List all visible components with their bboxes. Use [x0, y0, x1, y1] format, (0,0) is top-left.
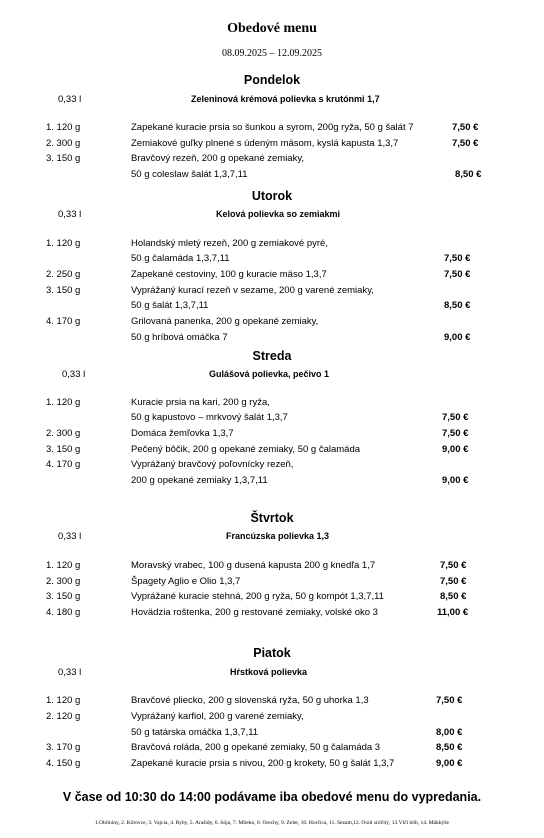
- item-price: 7,50 €: [444, 253, 471, 264]
- item-price: 11,00 €: [437, 607, 469, 618]
- item-price: 7,50 €: [452, 122, 479, 133]
- soup-name: Francúzska polievka 1,3: [226, 531, 330, 541]
- item-description: Pečený bôčik, 200 g opekané zemiaky, 50 g čalamáda: [131, 444, 361, 455]
- soup-qty: 0,33 l: [58, 531, 82, 542]
- allergen-legend: 1.Obilniny, 2. Kôrovce, 3. Vajcia, 4. Ryby, 5. Arašidy, 6. Sója, 7. Mlieko, 8. Orechy, 9. Zeler, 10. Horčica, 11. Sezam,12. Oxid siričitý, 13.Vlčí bôb, 14. Mäkkýše: [95, 820, 449, 826]
- item-description: Vyprážaný karfiol, 200 g varené zemiaky,: [131, 711, 304, 722]
- soup-name: Zeleninová krémová polievka s krutónmi 1,7: [191, 94, 380, 104]
- item-portion: 2. 250 g: [46, 269, 81, 280]
- item-description: Domáca žemľovka 1,3,7: [131, 428, 234, 439]
- soup-name: Gulášová polievka, pečivo 1: [209, 369, 330, 379]
- item-description: 50 g čalamáda 1,3,7,11: [131, 253, 230, 264]
- item-description: Špagety Aglio e Olio 1,3,7: [131, 576, 241, 587]
- item-price: 7,50 €: [452, 138, 479, 149]
- soup-qty: 0,33 l: [62, 369, 86, 380]
- item-price: 8,50 €: [436, 742, 463, 753]
- item-price: 7,50 €: [440, 560, 467, 571]
- item-description: Kuracie prsia na kari, 200 g ryža,: [131, 397, 270, 408]
- day-heading-stvrtok: Štvrtok: [250, 511, 294, 525]
- date-range: 08.09.2025 – 12.09.2025: [222, 48, 322, 59]
- item-portion: 2. 300 g: [46, 428, 81, 439]
- item-portion: 3. 150 g: [46, 285, 81, 296]
- item-description: Zapekané kuracie prsia so šunkou a syrom, 200g ryža, 50 g šalát 7: [131, 122, 414, 133]
- item-price: 9,00 €: [442, 475, 469, 486]
- item-price: 9,00 €: [436, 758, 463, 769]
- service-hours-notice: V čase od 10:30 do 14:00 podávame iba obedové menu do vypredania.: [62, 790, 482, 804]
- item-portion: 4. 180 g: [46, 607, 81, 618]
- item-portion: 3. 170 g: [46, 742, 81, 753]
- item-portion: 1. 120 g: [46, 560, 81, 571]
- item-description: Zemiakové guľky plnené s údeným mäsom, kyslá kapusta 1,3,7: [131, 138, 399, 149]
- item-description: Holandský mletý rezeň, 200 g zemiakové pyré,: [131, 238, 328, 249]
- soup-qty: 0,33 l: [58, 209, 82, 220]
- item-description: Vyprážaný kurací rezeň v sezame, 200 g varené zemiaky,: [131, 285, 374, 296]
- item-description: Bravčové pliecko, 200 g slovenská ryža, 50 g uhorka 1,3: [131, 695, 369, 706]
- item-portion: 4. 170 g: [46, 316, 81, 327]
- item-portion: 3. 150 g: [46, 591, 81, 602]
- item-portion: 2. 300 g: [46, 576, 81, 587]
- item-description: Vyprážaný bravčový poľovnícky rezeň,: [131, 459, 294, 470]
- item-description: Moravský vrabec, 100 g dusená kapusta 200 g knedľa 1,7: [131, 560, 376, 571]
- item-portion: 1. 120 g: [46, 122, 81, 133]
- soup-name: Hŕstková polievka: [230, 667, 308, 677]
- item-description: 50 g tatárska omáčka 1,3,7,11: [131, 727, 259, 738]
- item-portion: 1. 120 g: [46, 238, 81, 249]
- item-price: 8,50 €: [444, 300, 471, 311]
- item-portion: 2. 120 g: [46, 711, 81, 722]
- item-portion: 4. 170 g: [46, 459, 81, 470]
- day-heading-piatok: Piatok: [253, 646, 291, 660]
- item-description: 50 g hríbová omáčka 7: [131, 332, 228, 343]
- item-description: Bravčová roláda, 200 g opekané zemiaky, 50 g čalamáda 3: [131, 742, 381, 753]
- item-description: Zapekané cestoviny, 100 g kuracie mäso 1,3,7: [131, 269, 327, 280]
- item-description: 50 g kapustovo – mrkvový šalát 1,3,7: [131, 412, 288, 423]
- item-portion: 1. 120 g: [46, 397, 81, 408]
- item-price: 8,00 €: [436, 727, 463, 738]
- item-description: Grilovaná panenka, 200 g opekané zemiaky,: [131, 316, 319, 327]
- item-portion: 3. 150 g: [46, 444, 81, 455]
- item-description: Vyprážané kuracie stehná, 200 g ryža, 50 g kompót 1,3,7,11: [131, 591, 384, 602]
- day-heading-pondelok: Pondelok: [243, 73, 301, 87]
- day-heading-streda: Streda: [252, 349, 292, 363]
- item-price: 9,00 €: [442, 444, 469, 455]
- item-portion: 2. 300 g: [46, 138, 81, 149]
- day-heading-utorok: Utorok: [251, 189, 293, 203]
- item-portion: 4. 150 g: [46, 758, 81, 769]
- item-price: 7,50 €: [442, 428, 469, 439]
- item-price: 7,50 €: [444, 269, 471, 280]
- item-price: 7,50 €: [440, 576, 467, 587]
- soup-name: Kelová polievka so zemiakmi: [216, 209, 341, 219]
- page-title: Obedové menu: [227, 21, 317, 36]
- item-description: Bravčový rezeň, 200 g opekané zemiaky,: [131, 153, 305, 164]
- item-description: 50 g coleslaw šalát 1,3,7,11: [131, 169, 248, 180]
- item-description: Zapekané kuracie prsia s nivou, 200 g krokety, 50 g šalát 1,3,7: [131, 758, 395, 769]
- soup-qty: 0,33 l: [58, 94, 82, 105]
- item-price: 7,50 €: [436, 695, 463, 706]
- item-price: 8,50 €: [455, 169, 482, 180]
- item-description: Hovädzia roštenka, 200 g restované zemiaky, volské oko 3: [131, 607, 378, 618]
- item-portion: 3. 150 g: [46, 153, 81, 164]
- item-description: 50 g šalát 1,3,7,11: [131, 300, 209, 311]
- item-description: 200 g opekané zemiaky 1,3,7,11: [131, 475, 268, 486]
- soup-qty: 0,33 l: [58, 667, 82, 678]
- item-price: 8,50 €: [440, 591, 467, 602]
- item-portion: 1. 120 g: [46, 695, 81, 706]
- item-price: 9,00 €: [444, 332, 471, 343]
- item-price: 7,50 €: [442, 412, 469, 423]
